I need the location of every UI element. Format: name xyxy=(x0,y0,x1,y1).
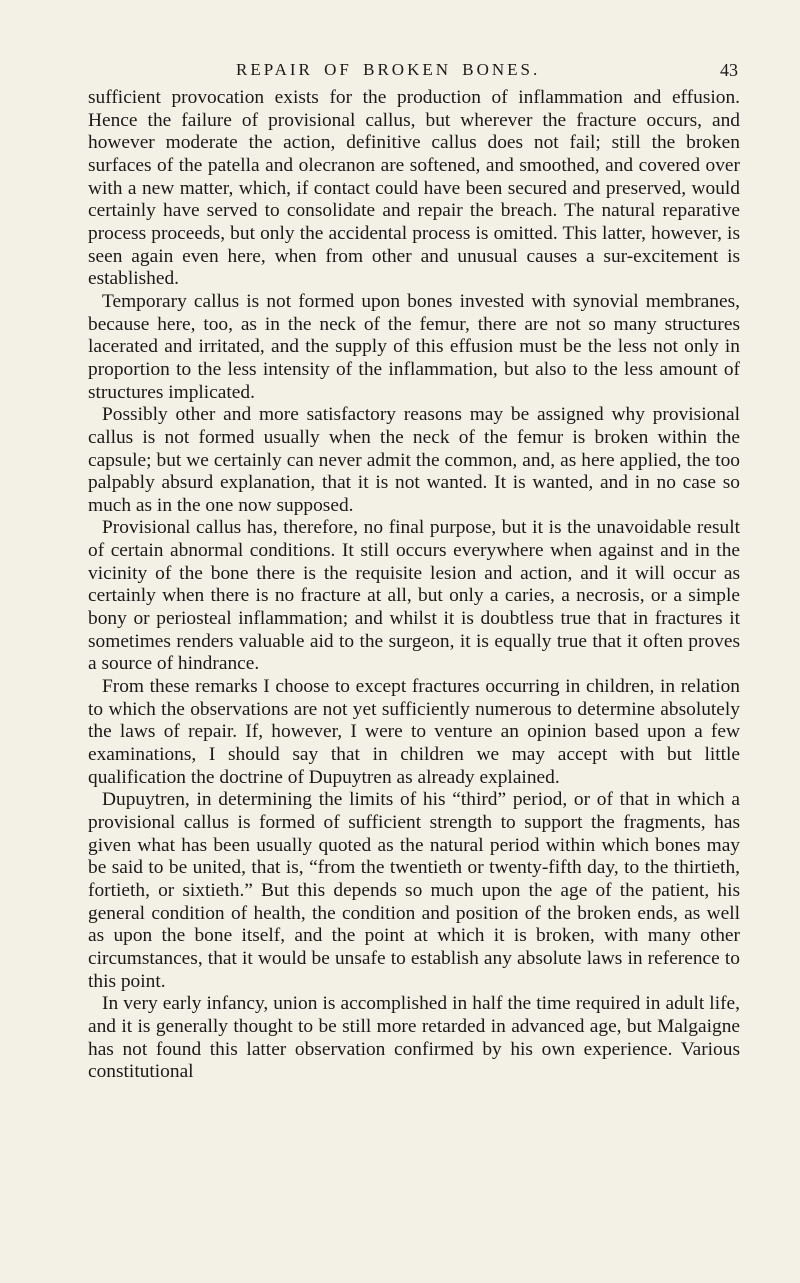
page-number: 43 xyxy=(720,60,738,80)
paragraph: sufficient provocation exists for the production of inflammation and effusion. Hence the failure of provisional callus, but wherever the fracture occurs, and however moderate the action, definitive callus does not fail; still the broken surfaces of the patella and olecranon are softened, and smoothed, and covered over with a new matter, which, if contact could have been secured and preserved, would certainly have served to consolidate and repair the breach. The natural reparative process proceeds, but only the accidental process is omitted. This latter, however, is seen again even here, when from other and unusual causes a sur-excitement is established. xyxy=(88,87,740,290)
running-head xyxy=(86,60,746,84)
paragraph: Provisional callus has, therefore, no final purpose, but it is the unavoidable result of certain abnormal conditions. It still occurs everywhere when against and in the vicinity of the bone there is the requisite lesion and action, and it will occur as certainly when there is no fracture at all, but only a caries, a necrosis, or a simple bony or periosteal inflammation; and whilst it is doubtless true that in fractures it sometimes renders valuable aid to the surgeon, it is equally true that it often proves a source of hindrance. xyxy=(88,517,740,675)
paragraph: From these remarks I choose to except fractures occurring in children, in relation to which the observations are not yet sufficiently numerous to determine absolutely the laws of repair. If, however, I were to venture an opinion based upon a few examinations, I should say that in children we may accept with but little qualification the doctrine of Dupuytren as already explained. xyxy=(88,676,740,788)
body-text xyxy=(88,87,740,1084)
running-title: REPAIR OF BROKEN BONES. xyxy=(236,60,541,79)
paragraph: Possibly other and more satisfactory reasons may be assigned why provisional callus is not formed usually when the neck of the femur is broken within the capsule; but we certainly can never admit the common, and, as here applied, the too palpably absurd explanation, that it is not wanted. It is wanted, and in no case so much as in the one now supposed. xyxy=(88,404,740,516)
paragraph: In very early infancy, union is accomplished in half the time required in adult life, and it is generally thought to be still more retarded in advanced age, but Malgaigne has not found this latter observation confirmed by his own experience. Various constitutional xyxy=(88,993,740,1083)
paragraph: Temporary callus is not formed upon bones invested with synovial membranes, because here, too, as in the neck of the femur, there are not so many structures lacerated and irritated, and the supply of this effusion must be the less not only in proportion to the less intensity of the inflammation, but also to the less amount of structures implicated. xyxy=(88,290,740,403)
paragraph: Dupuytren, in determining the limits of his “third” period, or of that in which a provisional callus is formed of sufficient strength to support the fragments, has given what has been usually quoted as the natural period within which bones may be said to be united, that is, “from the twentieth or twenty-fifth day, to the thirtieth, fortieth, or sixtieth.” But this depends so much upon the age of the patient, his general condition of health, the condition and position of the broken ends, as well as upon the bone itself, and the point at which it is broken, with many other circumstances, that it would be unsafe to establish any absolute laws in reference to this point. xyxy=(88,789,740,992)
